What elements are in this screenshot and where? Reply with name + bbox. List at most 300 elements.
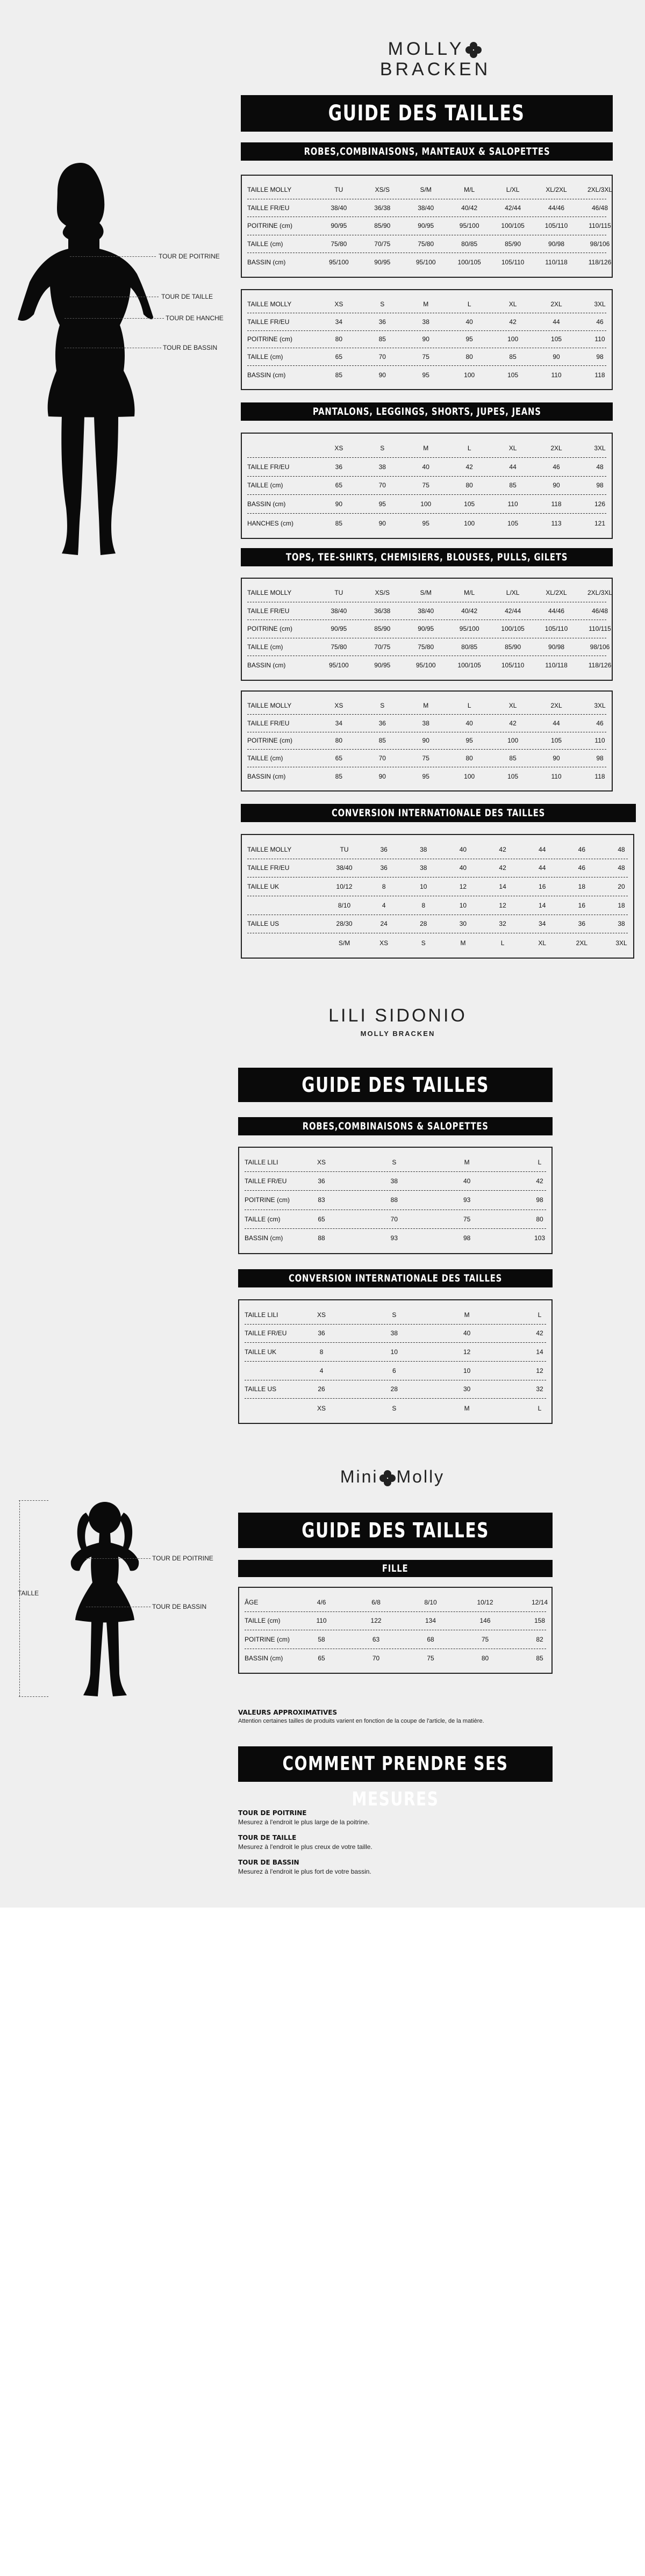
- table-cell: M: [464, 1311, 470, 1319]
- table-cell: 85: [509, 754, 517, 762]
- table-cell: 42: [509, 318, 517, 326]
- waist-label: TOUR DE TAILLE: [161, 293, 213, 300]
- table-cell: 80/85: [461, 643, 478, 651]
- hip-label: TOUR DE HANCHE: [166, 314, 224, 322]
- table-cell: M: [460, 939, 466, 947]
- table-cell: 2XL/3XL: [587, 186, 613, 194]
- table-cell: 75/80: [331, 643, 347, 651]
- table-cell: 44: [539, 845, 546, 853]
- table-cell: 70: [390, 1215, 398, 1223]
- chest-label: TOUR DE POITRINE: [159, 253, 220, 260]
- row-label: TAILLE US: [245, 1385, 277, 1393]
- table-cell: L: [538, 1311, 542, 1319]
- size-table-lili-conversion: [238, 1299, 553, 1424]
- table-cell: 90: [422, 737, 429, 745]
- table-cell: 88: [390, 1196, 398, 1204]
- row-label: TAILLE FR/EU: [247, 607, 290, 615]
- table-cell: 38: [422, 719, 429, 727]
- table-cell: 98: [596, 353, 604, 361]
- table-cell: 95: [422, 772, 429, 780]
- table-cell: 38: [420, 864, 427, 872]
- molly-bracken-logo: MOLLY BRACKEN: [379, 39, 491, 80]
- table-row: [247, 584, 613, 602]
- table-cell: 85: [536, 1654, 543, 1662]
- size-table-pants: [241, 433, 613, 539]
- row-label: BASSIN (cm): [247, 371, 286, 379]
- table-cell: 38: [378, 463, 386, 471]
- table-cell: 85/90: [374, 625, 391, 633]
- table-row: [247, 253, 612, 271]
- table-cell: 2XL: [550, 701, 562, 709]
- table-row: [245, 1153, 546, 1172]
- table-cell: 14: [499, 883, 506, 891]
- mini-molly-logo: Mini Molly: [340, 1467, 445, 1486]
- table-cell: 134: [425, 1617, 436, 1625]
- table-cell: 85/90: [505, 240, 521, 248]
- table-cell: 85/90: [505, 643, 521, 651]
- table-cell: 12: [459, 883, 467, 891]
- table-cell: 98: [596, 754, 604, 762]
- table-cell: 75/80: [418, 643, 434, 651]
- table-cell: 113: [551, 519, 562, 527]
- table-row: [245, 1380, 546, 1399]
- table-row: [247, 840, 628, 859]
- table-cell: 36: [335, 463, 343, 471]
- table-cell: 126: [594, 500, 606, 508]
- clover-icon: [465, 42, 482, 58]
- table-cell: 10: [463, 1366, 471, 1375]
- table-cell: 75: [463, 1215, 471, 1223]
- table-cell: 48: [618, 845, 625, 853]
- approx-values-text: Attention certaines tailles de produits varient en fonction de la coupe de l'article, de la matière.: [238, 1718, 484, 1724]
- row-label: TAILLE (cm): [247, 754, 283, 762]
- table-row: [245, 1362, 546, 1380]
- row-label: TAILLE MOLLY: [247, 186, 292, 194]
- table-cell: 80: [465, 754, 473, 762]
- howto-chest-title: TOUR DE POITRINE: [238, 1809, 307, 1817]
- size-table-tops-molly: [241, 578, 613, 681]
- table-cell: XL: [538, 939, 547, 947]
- table-cell: 36/38: [374, 204, 391, 212]
- table-cell: XS: [379, 939, 389, 947]
- table-cell: 18: [578, 883, 586, 891]
- table-cell: 3XL: [594, 444, 606, 452]
- table-cell: 44: [539, 864, 546, 872]
- table-cell: 42/44: [505, 607, 521, 615]
- table-cell: 10/12: [477, 1598, 493, 1606]
- table-cell: 36: [378, 719, 386, 727]
- table-row: [247, 514, 606, 533]
- table-cell: 44: [509, 463, 517, 471]
- table-cell: 4: [382, 901, 386, 909]
- row-label: TAILLE FR/EU: [247, 463, 290, 471]
- table-cell: 110/118: [545, 258, 568, 267]
- page-title-mini: GUIDE DES TAILLES: [238, 1513, 553, 1548]
- table-cell: L: [467, 300, 471, 308]
- row-label: TAILLE (cm): [245, 1617, 281, 1625]
- row-label: TAILLE (cm): [247, 643, 283, 651]
- size-table-tops-standard: [241, 690, 613, 791]
- table-cell: 75/80: [418, 240, 434, 248]
- girl-chest-line: [86, 1558, 150, 1559]
- section-title-dresses: ROBES,COMBINAISONS, MANTEAUX & SALOPETTES: [241, 142, 613, 161]
- row-label: TAILLE FR/EU: [247, 719, 290, 727]
- table-cell: 95/100: [459, 222, 479, 230]
- table-cell: 146: [479, 1617, 491, 1625]
- row-label: TAILLE US: [247, 920, 280, 928]
- table-cell: 40: [459, 845, 467, 853]
- table-cell: 110: [551, 371, 562, 379]
- table-cell: 36: [380, 845, 388, 853]
- table-cell: XS: [334, 444, 343, 452]
- table-cell: S/M: [338, 939, 350, 947]
- table-cell: 90: [553, 353, 560, 361]
- table-cell: 105/110: [501, 661, 525, 670]
- table-cell: 30: [463, 1385, 471, 1393]
- row-label: BASSIN (cm): [247, 661, 286, 670]
- table-cell: 44/46: [548, 204, 565, 212]
- table-cell: 110: [316, 1617, 327, 1625]
- table-cell: 110/118: [545, 661, 568, 670]
- table-cell: 80: [465, 481, 473, 490]
- table-cell: 42: [536, 1329, 543, 1337]
- table-cell: TU: [334, 589, 343, 597]
- table-cell: TU: [340, 845, 349, 853]
- table-cell: 6: [392, 1366, 396, 1375]
- table-cell: L: [538, 1159, 542, 1167]
- table-row: [245, 1612, 546, 1631]
- table-cell: 70/75: [374, 643, 391, 651]
- table-cell: M/L: [464, 186, 475, 194]
- row-label: TAILLE (cm): [247, 481, 283, 490]
- table-cell: 90/95: [331, 625, 347, 633]
- table-cell: 65: [318, 1215, 325, 1223]
- table-cell: 98: [536, 1196, 543, 1204]
- table-cell: 36: [380, 864, 388, 872]
- table-cell: 38/40: [336, 864, 353, 872]
- table-row: [245, 1210, 546, 1229]
- table-cell: 16: [578, 901, 586, 909]
- howto-pelvis-text: Mesurez à l'endroit le plus fort de votre bassin.: [238, 1868, 371, 1875]
- row-label: TAILLE (cm): [247, 353, 283, 361]
- table-cell: 70: [378, 353, 386, 361]
- table-cell: 95/100: [415, 661, 436, 670]
- table-cell: S: [421, 939, 426, 947]
- table-cell: 122: [370, 1617, 382, 1625]
- row-label: BASSIN (cm): [247, 258, 286, 267]
- girl-chest-label: TOUR DE POITRINE: [152, 1555, 213, 1562]
- table-cell: 90/95: [331, 222, 347, 230]
- table-row: [247, 715, 606, 732]
- table-cell: 121: [594, 519, 606, 527]
- table-cell: XS: [317, 1311, 326, 1319]
- table-row: [247, 602, 606, 621]
- table-cell: 82: [536, 1635, 543, 1643]
- table-cell: 90: [335, 500, 343, 508]
- row-label: BASSIN (cm): [247, 500, 286, 508]
- table-row: [247, 915, 628, 934]
- table-cell: L/XL: [506, 186, 520, 194]
- table-cell: 16: [539, 883, 546, 891]
- row-label: POITRINE (cm): [245, 1635, 290, 1643]
- pelvis-label: TOUR DE BASSIN: [163, 344, 218, 351]
- girl-pelvis-label: TOUR DE BASSIN: [152, 1603, 207, 1610]
- table-cell: S: [392, 1159, 397, 1167]
- table-row: [247, 313, 606, 331]
- table-cell: 80/85: [461, 240, 478, 248]
- section-title-lili-dresses: ROBES,COMBINAISONS & SALOPETTES: [238, 1117, 553, 1135]
- section-title-girl: FILLE: [238, 1560, 553, 1577]
- table-cell: 46: [578, 845, 586, 853]
- table-cell: 40/42: [461, 607, 478, 615]
- table-row: [247, 896, 628, 915]
- row-label: TAILLE LILI: [245, 1159, 278, 1167]
- size-table-dresses-standard: [241, 289, 613, 390]
- table-cell: 90/95: [418, 222, 434, 230]
- table-cell: 105: [464, 500, 475, 508]
- table-cell: 118/126: [588, 258, 612, 267]
- table-cell: 12: [499, 901, 506, 909]
- row-label: TAILLE MOLLY: [247, 589, 292, 597]
- table-row: [247, 366, 606, 384]
- row-label: HANCHES (cm): [247, 519, 293, 527]
- table-cell: 3XL: [594, 701, 606, 709]
- table-cell: 98: [463, 1234, 471, 1242]
- table-cell: 34: [335, 318, 343, 326]
- table-cell: 90: [378, 371, 386, 379]
- table-cell: L/XL: [506, 589, 520, 597]
- table-cell: 44: [553, 719, 560, 727]
- table-cell: 100: [507, 335, 519, 343]
- table-cell: 70: [378, 481, 386, 490]
- table-cell: 85: [335, 519, 343, 527]
- table-cell: 80: [465, 353, 473, 361]
- row-label: POITRINE (cm): [247, 222, 292, 230]
- table-cell: 8/10: [338, 901, 351, 909]
- table-cell: 46/48: [591, 204, 608, 212]
- table-cell: 98/106: [590, 240, 610, 248]
- table-cell: S: [380, 701, 385, 709]
- table-row: [247, 235, 610, 254]
- table-cell: 2XL: [576, 939, 588, 947]
- table-cell: 75/80: [331, 240, 347, 248]
- table-row: [245, 1630, 546, 1649]
- row-label: POITRINE (cm): [247, 625, 292, 633]
- table-row: [247, 477, 606, 495]
- table-cell: 100: [420, 500, 432, 508]
- table-cell: 100/105: [457, 258, 481, 267]
- table-cell: 105: [507, 772, 519, 780]
- how-to-measure-title: COMMENT PRENDRE SES MESURES: [238, 1746, 553, 1782]
- table-cell: 75: [422, 754, 429, 762]
- table-cell: 26: [318, 1385, 325, 1393]
- table-row: [245, 1172, 546, 1191]
- table-cell: 90: [378, 519, 386, 527]
- table-cell: L: [538, 1404, 542, 1412]
- table-cell: 42: [499, 845, 506, 853]
- table-cell: M: [464, 1159, 470, 1167]
- table-cell: 65: [335, 481, 343, 490]
- table-cell: 75: [422, 353, 429, 361]
- table-cell: 38/40: [331, 204, 347, 212]
- table-cell: 95: [422, 519, 429, 527]
- table-row: [247, 620, 611, 638]
- table-cell: 95/100: [328, 258, 349, 267]
- table-cell: 48: [618, 864, 625, 872]
- table-row: [245, 1229, 546, 1248]
- table-cell: 48: [596, 463, 604, 471]
- table-cell: 38/40: [331, 607, 347, 615]
- table-cell: XS/S: [375, 186, 390, 194]
- table-cell: M: [423, 701, 429, 709]
- table-cell: 100/105: [457, 661, 481, 670]
- table-cell: 98: [596, 481, 604, 490]
- table-cell: XS: [317, 1404, 326, 1412]
- table-cell: 85: [378, 737, 386, 745]
- table-cell: 14: [539, 901, 546, 909]
- table-cell: 85: [378, 335, 386, 343]
- table-cell: 68: [427, 1635, 434, 1643]
- section-title-conversion: CONVERSION INTERNATIONALE DES TAILLES: [241, 804, 636, 822]
- table-cell: 18: [618, 901, 625, 909]
- table-cell: 12: [536, 1366, 543, 1375]
- table-cell: 24: [380, 920, 388, 928]
- table-cell: 80: [481, 1654, 489, 1662]
- table-cell: 90/95: [374, 661, 391, 670]
- table-cell: 34: [539, 920, 546, 928]
- howto-pelvis-title: TOUR DE BASSIN: [238, 1859, 299, 1866]
- table-cell: 90/95: [374, 258, 391, 267]
- table-row: [245, 1343, 546, 1362]
- table-cell: 36: [318, 1177, 325, 1185]
- row-label: BASSIN (cm): [247, 772, 286, 780]
- table-cell: 90/98: [548, 643, 565, 651]
- hip-line: [64, 318, 164, 319]
- table-cell: 32: [536, 1385, 543, 1393]
- table-cell: 38: [420, 845, 427, 853]
- row-label: TAILLE MOLLY: [247, 845, 292, 853]
- table-cell: 90/98: [548, 240, 565, 248]
- table-cell: 65: [318, 1654, 325, 1662]
- row-label: TAILLE (cm): [245, 1215, 281, 1223]
- height-top-line: [19, 1500, 48, 1501]
- table-cell: 75: [481, 1635, 489, 1643]
- table-row: [247, 656, 612, 674]
- table-cell: 88: [318, 1234, 325, 1242]
- row-label: TAILLE FR/EU: [245, 1329, 287, 1337]
- table-row: [247, 331, 606, 349]
- table-cell: 8: [319, 1348, 324, 1356]
- size-table-girl: [238, 1587, 553, 1674]
- table-cell: 3XL: [615, 939, 627, 947]
- table-row: [245, 1325, 546, 1343]
- table-row: [247, 877, 628, 896]
- table-row: [247, 732, 606, 750]
- table-cell: XL/2XL: [546, 589, 567, 597]
- table-cell: 90: [422, 335, 429, 343]
- table-cell: 2XL/3XL: [587, 589, 613, 597]
- table-cell: S: [380, 300, 385, 308]
- table-row: [247, 933, 628, 952]
- table-cell: M: [464, 1404, 470, 1412]
- table-cell: 42: [465, 463, 473, 471]
- row-label: TAILLE MOLLY: [247, 701, 292, 709]
- table-cell: 118: [551, 500, 562, 508]
- row-label: POITRINE (cm): [247, 737, 292, 745]
- table-cell: 20: [618, 883, 625, 891]
- table-cell: 40: [465, 318, 473, 326]
- table-cell: 8/10: [424, 1598, 437, 1606]
- table-row: [245, 1399, 546, 1417]
- table-cell: 95: [422, 371, 429, 379]
- table-cell: 105: [551, 737, 562, 745]
- table-cell: 38/40: [418, 607, 434, 615]
- section-title-lili-conversion: CONVERSION INTERNATIONALE DES TAILLES: [238, 1269, 553, 1287]
- table-cell: 12: [463, 1348, 471, 1356]
- table-cell: 95/100: [459, 625, 479, 633]
- table-cell: 90: [378, 772, 386, 780]
- row-label: TAILLE FR/EU: [247, 318, 290, 326]
- row-label: TAILLE FR/EU: [245, 1177, 287, 1185]
- table-cell: 65: [335, 353, 343, 361]
- table-cell: 10: [459, 901, 467, 909]
- table-cell: 46/48: [591, 607, 608, 615]
- table-cell: 38: [390, 1329, 398, 1337]
- table-cell: 40/42: [461, 204, 478, 212]
- row-label: TAILLE UK: [245, 1348, 277, 1356]
- section-title-tops: TOPS, TEE-SHIRTS, CHEMISIERS, BLOUSES, PULLS, GILETS: [241, 548, 613, 566]
- size-table-conversion: [241, 834, 634, 959]
- approx-values-title: VALEURS APPROXIMATIVES: [238, 1709, 338, 1716]
- table-cell: 95: [465, 335, 473, 343]
- table-cell: 100/105: [501, 222, 525, 230]
- table-cell: 4/6: [317, 1598, 326, 1606]
- table-cell: 46: [596, 318, 604, 326]
- table-row: [247, 767, 606, 785]
- table-cell: 85/90: [374, 222, 391, 230]
- table-row: [247, 458, 606, 477]
- table-cell: 42: [509, 719, 517, 727]
- table-cell: 46: [578, 864, 586, 872]
- table-cell: 110: [594, 737, 605, 745]
- table-cell: 8: [421, 901, 426, 909]
- girl-silhouette-icon: [54, 1496, 156, 1701]
- table-cell: 93: [390, 1234, 398, 1242]
- table-cell: XS: [334, 701, 343, 709]
- woman-silhouette-icon: [8, 159, 153, 559]
- table-cell: M: [423, 444, 429, 452]
- row-label: BASSIN (cm): [245, 1654, 283, 1662]
- table-cell: 36/38: [374, 607, 391, 615]
- table-cell: 95: [465, 737, 473, 745]
- table-row: [247, 750, 606, 767]
- table-cell: 103: [534, 1234, 546, 1242]
- table-cell: 63: [372, 1635, 380, 1643]
- table-cell: 105: [507, 519, 519, 527]
- clover-icon: [379, 1470, 396, 1486]
- table-cell: 118/126: [588, 661, 612, 670]
- table-cell: 80: [536, 1215, 543, 1223]
- table-cell: 90/95: [418, 625, 434, 633]
- table-cell: 100: [464, 371, 475, 379]
- table-cell: 44: [553, 318, 560, 326]
- table-cell: 14: [536, 1348, 543, 1356]
- table-cell: 90: [553, 754, 560, 762]
- table-cell: 83: [318, 1196, 325, 1204]
- table-cell: XS/S: [375, 589, 390, 597]
- table-cell: 95/100: [415, 258, 436, 267]
- table-cell: 40: [459, 864, 467, 872]
